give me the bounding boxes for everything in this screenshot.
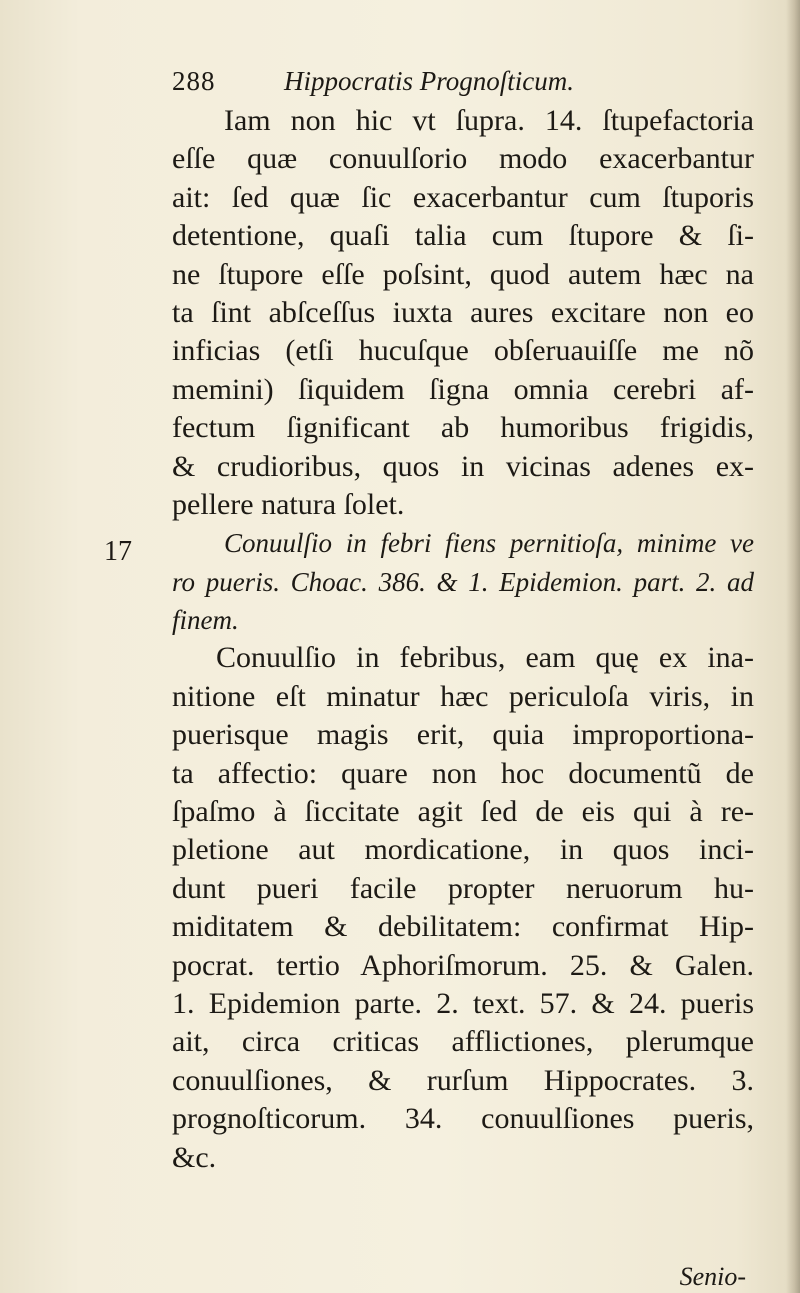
margin-note: 17 [104,536,132,567]
text-line: ait: ſed quæ ſic exacerbantur cum ſtuporis [172,180,754,214]
text-line: eſſe quæ conuulſorio modo exacerbantur [172,142,754,176]
text-line: puerisque magis erit, quia improportiona- [172,718,754,752]
text-line: memini) ſiquidem ſigna omnia cerebri af- [172,372,754,406]
heading-line: finem. [172,605,239,636]
heading-line: ro pueris. Choac. 386. & 1. Epidemion. part. 2. ad [172,566,754,597]
text-line: dunt pueri facile propter neruorum hu- [172,871,754,905]
catchword: Senio- [679,1262,746,1291]
text-line: detentione, quaſi talia cum ſtupore & ſi- [172,219,754,253]
text-line: Conuulſio in febribus, eam quę ex ina- [216,641,754,675]
text-line: ſpaſmo à ſiccitate agit ſed de eis qui à re- [172,795,754,829]
text-line: fectum ſignificant ab humoribus frigidis, [172,411,754,445]
paragraph-1 [172,102,754,524]
text-line: pletione aut mordicatione, in quos inci- [172,833,754,867]
text-line: &c. [172,1140,217,1174]
text-line: ta affectio: quare non hoc documentũ de [172,756,754,790]
text-line: & crudioribus, quos in vicinas adenes ex- [172,449,754,483]
text-line: ait, circa criticas afflictiones, plerumque [172,1025,754,1059]
paragraph-2 [172,639,754,1176]
text-line: 1. Epidemion parte. 2. text. 57. & 24. pueris [172,986,754,1020]
text-line: miditatem & debilitatem: confirmat Hip- [172,910,754,944]
text-line: pellere natura ſolet. [172,487,405,521]
text-line: nitione eſt minatur hæc periculoſa viris, in [172,679,754,713]
heading-line: Conuulſio in febri fiens pernitioſa, minime ve [224,528,754,559]
page-header [172,62,732,102]
text-line: prognoſticorum. 34. conuulſiones pueris, [172,1102,754,1136]
main-text [172,102,754,1177]
section-heading [172,524,754,639]
text-line: pocrat. tertio Aphoriſmorum. 25. & Galen. [172,948,754,982]
text-line: ne ſtupore eſſe poſsint, quod autem hæc na [172,257,754,291]
text-line: inficias (etſi hucuſque obſeruauiſſe me nõ [172,334,754,368]
running-title: Hippocratis Prognoſticum. [284,66,574,96]
page-number: 288 [172,66,216,96]
text-line: Iam non hic vt ſupra. 14. ſtupefactoria [224,104,754,137]
text-line: conuulſiones, & rurſum Hippocrates. 3. [172,1063,754,1097]
page-edge-shadow [786,0,800,1293]
text-line: ta ſint abſceſſus iuxta aures excitare non eo [172,295,754,329]
